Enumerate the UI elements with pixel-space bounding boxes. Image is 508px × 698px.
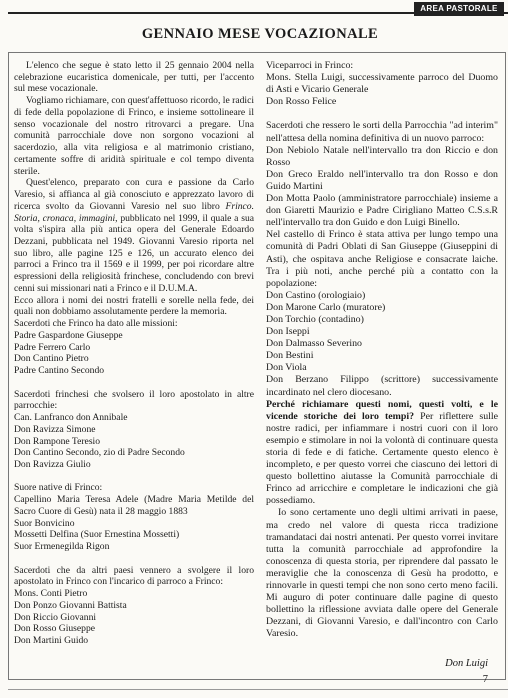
list-item: Don Rosso Felice — [266, 96, 337, 108]
intro-paragraph-1: L'elenco che segue è stato letto il 25 gennaio 2004 nella celebrazione eucaristica domenicale, per tutti, per l'accento sul mese vocazionale. — [14, 60, 254, 95]
book-title: Frinco. Storia, cronaca, immagini — [14, 200, 254, 224]
page-header — [0, 0, 508, 16]
page-number: 7 — [482, 674, 488, 685]
list-item: Padre Gaspardone Giuseppe — [14, 329, 123, 341]
list-item: Don Dalmasso Severino — [266, 338, 362, 350]
intro-paragraph-3: Quest'elenco, preparato con cura e passione da Carlo Varesio, si affianca al già conosciuto e apprezzato lavoro di ricerca svolto da Giovanni Varesio nel suo libro Frinco. Storia, cronaca, immagini, pubblicato nel 1999, il quale a sua volta s'ispira alla più antica opera del Generale Edoardo Dezzani, pubblicata nel 1949. Giovanni Varesio riporta nel suo libro, alle pagine 125 e 126, un accurato elenco dei parroci a Frinco tra il 1569 e il 1999, per poi ricordare altre espressioni della religiosità frinchese, concludendo con brevi cenni sui missionari nati a Frinco e il D.U.M.A. — [14, 177, 254, 294]
question-text: Perché richiamare questi nomi, questi volti, e le vicende storiche dei loro tempi? — [266, 398, 498, 422]
list-item: Don Torchio (contadino) — [266, 313, 364, 325]
left-column — [14, 60, 254, 647]
other-parishes-heading: Sacerdoti frinchesi che svolsero il loro apostolato in altre parrocchie: — [14, 388, 254, 412]
article-title: GENNAIO MESE VOCAZIONALE — [141, 26, 379, 42]
list-item: Don Ravizza Simone — [14, 423, 96, 435]
list-item: Don Castino (orologiaio) — [266, 289, 366, 301]
list-item: Padre Cantino Secondo — [14, 365, 105, 377]
list-item: Suor Ermenegilda Rigon — [14, 541, 110, 553]
closing-paragraph-1 — [266, 399, 498, 508]
list-item: Don Nebiolo Natale nell'intervallo tra don Riccio e don Rosso — [266, 144, 498, 168]
list-item: Don Martini Guido — [14, 634, 89, 646]
parish-priests-heading: Sacerdoti che da altri paesi vennero a svolgere il loro apostolato in Frinco con l'incarico di parroco a Frinco: — [14, 564, 254, 588]
list-item: Mossetti Delfina (Suor Ernestina Mossetti) — [14, 529, 180, 541]
list-item: Don Cantino Pietro — [14, 353, 89, 365]
signature: Don Luigi — [445, 658, 488, 669]
intro-paragraph-2: Vogliamo richiamare, con quest'affettuoso ricordo, le radici di fede della popolazione di Frinco, e insieme sottolineare il senso vocazionale del nostro ritrovarci a pregare. Una comunità parrocchiale dove non sorgono vocazioni al sacerdozio, alla vita religiosa e al matrimonio cristiano, certamente soffre di aridità spirituale e col tempo diventa sterile. — [14, 95, 254, 177]
list-item: Don Bestini — [266, 350, 314, 362]
list-item: Can. Lanfranco don Annibale — [14, 412, 128, 424]
section-tag: AREA PASTORALE — [414, 2, 504, 16]
closing-text-1: Per riflettere sulle nostre radici, per infiammare i nostri cuori con il loro esempio e stimolare in noi la volontà di continuare questa storia di fede e di fatiche. Certamente questo elenco è incompleto, e per questo vorrei che ciascuno dei lettori di questo bollettino aiutasse la Comunità parrocchiale di Frinco ad arricchire e completare le indicazioni che già possediamo. — [266, 410, 498, 507]
missions-heading: Sacerdoti che Frinco ha dato alle missioni: — [14, 318, 178, 330]
castle-paragraph: Nel castello di Frinco è stata attiva per lungo tempo una comunità di Padri Oblati di San Giuseppe (Giuseppini di Asti), che ospitava anche Religiose e consacrate laiche. Tra i più noti, anche perché più a contatto con la popolazione: — [266, 229, 498, 289]
list-item: Mons. Conti Pietro — [14, 588, 88, 600]
footer-rule — [8, 689, 508, 690]
list-item: Don Ponzo Giovanni Battista — [14, 599, 127, 611]
list-item: Don Greco Eraldo nell'intervallo tra don Rosso e don Guido Martini — [266, 168, 498, 192]
list-item: Capellino Maria Teresa Adele (Madre Maria Metilde del Sacro Cuore di Gesù) nata il 28 maggio 1883 — [14, 494, 254, 517]
list-item: Don Rosso Giuseppe — [14, 623, 96, 635]
intro-paragraph-4: Ecco allora i nomi dei nostri fratelli e sorelle nella fede, dei quali non dobbiamo assolutamente perdere la memoria. — [14, 294, 254, 318]
list-item: Don Iseppi — [266, 326, 310, 338]
vice-heading: Viceparroci in Frinco: — [266, 60, 354, 71]
closing-paragraph-2: Io sono certamente uno degli ultimi arrivati in paese, ma credo nel valore di questa ricca tradizione tramandataci dai nostri antenati. Per questo vorrei invitare tutta la comunità parrocchiale ad approfondire la conoscenza di questa storia, per riprendere dal passato le meraviglie che la conoscenza di Gesù ha prodotto, e rinnovarle in questi tempi che non sono certo meno facili. Mi auguro di poter continuare dalle pagine di questo bollettino la riflessione avviata dalle opere del Generale Dezzani, di Giovanni Varesio, e dall'incontro con Carlo Varesio. — [266, 507, 498, 640]
list-item: Don Cantino Secondo, zio di Padre Secondo — [14, 447, 185, 459]
list-item: Don Ravizza Giulio — [14, 458, 91, 470]
list-item: Don Rampone Teresio — [14, 435, 101, 447]
list-item: Padre Ferrero Carlo — [14, 341, 91, 353]
list-item: Suor Bonvicino — [14, 517, 75, 529]
list-item: Don Marone Carlo (muratore) — [266, 301, 386, 313]
right-column — [266, 60, 498, 641]
list-item: Don Viola — [266, 362, 307, 374]
list-item: Don Motta Paolo (amministratore parrocchiale) insieme a don Giaretti Maurizio e Padre Cirigliano Matteo C.S.s.R nell'intervallo tra don Guido e don Luigi Binello. — [266, 193, 498, 229]
list-item: Don Riccio Giovanni — [14, 611, 97, 623]
list-item: Don Berzano Filippo (scrittore) successivamente incardinato nel clero diocesano. — [266, 374, 498, 398]
nuns-heading: Suore native di Frinco: — [14, 482, 103, 494]
interim-heading: Sacerdoti che ressero le sorti della Parrocchia "ad interim" nell'attesa della nomina definitiva di un nuovo parroco: — [266, 120, 498, 144]
list-item: Mons. Stella Luigi, successivamente parroco del Duomo di Asti e Vicario Generale — [266, 72, 498, 96]
